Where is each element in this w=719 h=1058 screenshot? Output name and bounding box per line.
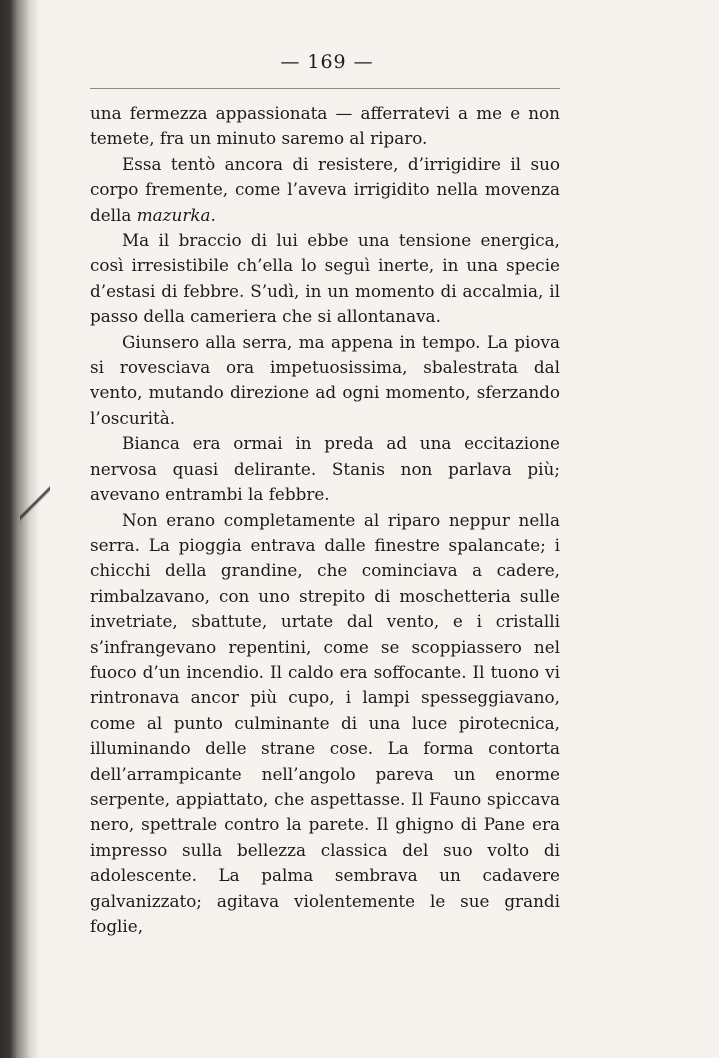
paragraph-text: . xyxy=(210,204,216,225)
paragraph: Giunsero alla serra, ma appena in tempo. La piova si rovesciava ora impetuosissima, sbalestrata dal vento, mutando direzione ad ogni momento, sferzando l’oscurità. xyxy=(90,331,560,428)
paragraph: Non erano completamente al riparo neppur nella serra. La pioggia entrava dalle finestre spalancate; i chicchi della grandine, che cominciava a cadere, rimbalzavano, con uno strepito di moschetteria sulle invetriate, sbattute, urtate dal vento, e i cristalli s’infrangevano repentini, come se scoppiassero nel fuoco d’un incendio. Il caldo era soffocante. Il tuono vi rintronava ancor più cupo, i lampi spesseggiavano, come al punto culminante di una luce pirotecnica, illuminando delle strane cose. La forma contorta dell’arrampicante nell’angolo pareva un enorme serpente, appiattato, che aspettasse. Il Fauno spiccava nero, spettrale contro la parete. Il ghigno di Pane era impresso sulla bellezza classica del suo volto di adolescente. La palma sembrava un cadavere galvanizzato; agitava violentemente le sue grandi foglie, xyxy=(90,509,560,936)
page-number: — 169 — xyxy=(280,51,374,73)
italic-word: mazurka xyxy=(136,204,211,225)
header-rule xyxy=(90,88,560,89)
paragraph: Ma il braccio di lui ebbe una tensione energica, così irresistibile ch’ella lo seguì inerte, in una specie d’estasi di febbre. S’udì, in un momento di accalmia, il passo della cameriera che si allontanava. xyxy=(90,230,560,327)
scan-binding-mark xyxy=(20,470,50,540)
paragraph: una fermezza appassionata — afferratevi a me e non temete, fra un minuto saremo al riparo. xyxy=(90,103,560,149)
paragraph: Bianca era ormai in preda ad una eccitazione nervosa quasi delirante. Stanis non parlava più; avevano entrambi la febbre. xyxy=(90,433,560,505)
book-page xyxy=(90,48,560,939)
body-text xyxy=(90,101,560,939)
paragraph-text: Essa tentò ancora di resistere, d’irrigidire il suo corpo fremente, come l’aveva irrigidito nella movenza della xyxy=(90,153,560,225)
paragraph xyxy=(90,152,560,228)
